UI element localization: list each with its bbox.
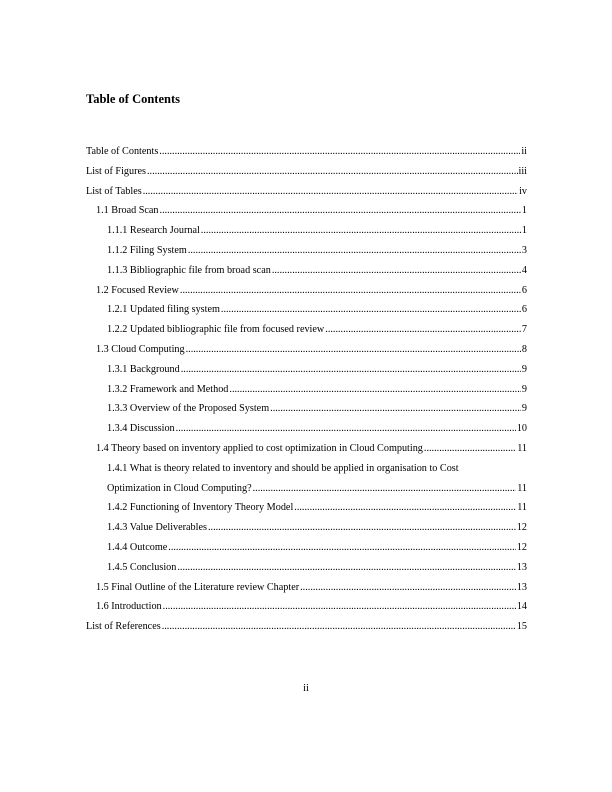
toc-entry-page: 11 (517, 442, 527, 454)
toc-entry-text: 1.3.4 Discussion (107, 423, 175, 435)
toc-entry[interactable] (86, 518, 527, 538)
toc-entry[interactable] (86, 221, 527, 241)
toc-entry[interactable] (86, 498, 527, 518)
dot-leader (147, 162, 518, 182)
toc-entry[interactable] (86, 162, 527, 182)
page-title: Table of Contents (86, 92, 180, 106)
toc-entry[interactable] (86, 281, 527, 301)
toc-entry-page: 3 (521, 244, 527, 256)
toc-entry-page: 7 (521, 324, 527, 336)
toc-entry-page: 12 (516, 541, 527, 553)
toc-entry[interactable] (86, 142, 527, 162)
toc-entry[interactable] (86, 419, 527, 439)
toc-entry-page: 11 (517, 482, 527, 494)
dot-leader (160, 201, 521, 221)
toc-entry[interactable] (86, 617, 527, 637)
toc-entry-text: 1.4.5 Conclusion (107, 561, 177, 573)
toc-entry-page: 15 (516, 621, 527, 633)
dot-leader (159, 142, 520, 162)
toc-entry-text: Table of Contents (86, 146, 159, 157)
dot-leader (300, 578, 516, 598)
toc-entry-page: 10 (516, 423, 527, 435)
toc-entry-page: 9 (521, 363, 527, 375)
dot-leader (272, 261, 521, 281)
toc-entry[interactable] (86, 261, 527, 281)
dot-leader (270, 399, 521, 419)
toc-entry-text-continued: Optimization in Cloud Computing? (107, 482, 252, 494)
dot-leader (181, 360, 521, 380)
toc-entry-text: 1.2.2 Updated bibliographic file from focused review (107, 324, 325, 336)
dot-leader (424, 439, 516, 459)
toc-entry[interactable] (86, 459, 527, 499)
toc-entry-page: 13 (516, 561, 527, 573)
toc-entry[interactable] (86, 340, 527, 360)
dot-leader (221, 300, 521, 320)
dot-leader (208, 518, 516, 538)
toc-entry-page: 11 (517, 502, 527, 514)
toc-entry-text: 1.6 Introduction (96, 601, 162, 613)
page-number-footer: ii (303, 683, 309, 694)
toc-entry-page: 6 (521, 304, 527, 316)
toc-entry-page: iii (518, 165, 527, 177)
toc-entry-text: List of Figures (86, 165, 146, 177)
toc-entry-page: 14 (516, 601, 527, 613)
dot-leader (180, 281, 521, 301)
toc-entry-text: 1.1.1 Research Journal (107, 225, 200, 237)
toc-entry-page: 6 (521, 284, 527, 296)
toc-entry[interactable] (86, 399, 527, 419)
toc-entry-text: 1.3.1 Background (107, 363, 180, 375)
toc-entry-page: 8 (521, 343, 527, 355)
toc-entry-text: 1.4.3 Value Deliverables (107, 522, 207, 534)
dot-leader (294, 498, 516, 518)
toc-entry-page: ii (521, 146, 527, 157)
toc-entry[interactable] (86, 538, 527, 558)
toc-entry[interactable] (86, 380, 527, 400)
toc-entry-text: 1.1.3 Bibliographic file from broad scan (107, 264, 271, 276)
dot-leader (163, 597, 516, 617)
dot-leader (186, 340, 521, 360)
dot-leader (177, 558, 515, 578)
dot-leader (325, 320, 521, 340)
toc-entry-page: 9 (521, 383, 527, 395)
dot-leader (229, 380, 521, 400)
dot-leader (188, 241, 521, 261)
toc-entry[interactable] (86, 360, 527, 380)
toc-entry-text: 1.2 Focused Review (96, 284, 179, 296)
toc-entry[interactable] (86, 597, 527, 617)
toc-entry-page: 1 (521, 205, 527, 217)
toc-entry-page: 13 (516, 581, 527, 593)
toc-entry[interactable] (86, 320, 527, 340)
dot-leader (201, 221, 521, 241)
dot-leader (162, 617, 516, 637)
toc-entry[interactable] (86, 439, 527, 459)
toc-entry-text: List of Tables (86, 185, 142, 197)
dot-leader (143, 182, 518, 202)
toc-entry-text: 1.4 Theory based on inventory applied to cost optimization in Cloud Computing (96, 442, 423, 454)
toc-entry[interactable] (86, 300, 527, 320)
toc-entry-text: 1.4.2 Functioning of Inventory Theory Model (107, 502, 294, 514)
toc-entry-text: 1.3.2 Framework and Method (107, 383, 229, 395)
dot-leader (253, 479, 517, 499)
toc-entry-page: 9 (521, 403, 527, 415)
toc-entry[interactable] (86, 241, 527, 261)
toc-entry-text: 1.4.4 Outcome (107, 541, 168, 553)
toc-entry-text: 1.4.1 What is theory related to inventory and should be applied in organisation to Cost (107, 462, 459, 474)
toc-entry-text: 1.3 Cloud Computing (96, 343, 185, 355)
table-of-contents (86, 142, 527, 637)
toc-entry-page: iv (519, 185, 527, 197)
toc-entry-text: 1.1 Broad Scan (96, 205, 159, 217)
toc-entry[interactable] (86, 578, 527, 598)
dot-leader (168, 538, 516, 558)
toc-entry-text: 1.3.3 Overview of the Proposed System (107, 403, 270, 415)
toc-entry-page: 4 (521, 264, 527, 276)
toc-entry-text: List of References (86, 621, 161, 633)
toc-entry-text: 1.1.2 Filing System (107, 244, 187, 256)
toc-entry-text: 1.5 Final Outline of the Literature review Chapter (96, 581, 300, 593)
toc-entry-text: 1.2.1 Updated filing system (107, 304, 220, 316)
toc-entry[interactable] (86, 558, 527, 578)
toc-entry[interactable] (86, 201, 527, 221)
toc-entry-page: 1 (521, 225, 527, 237)
dot-leader (176, 419, 516, 439)
toc-entry[interactable] (86, 182, 527, 202)
toc-entry-page: 12 (516, 522, 527, 534)
